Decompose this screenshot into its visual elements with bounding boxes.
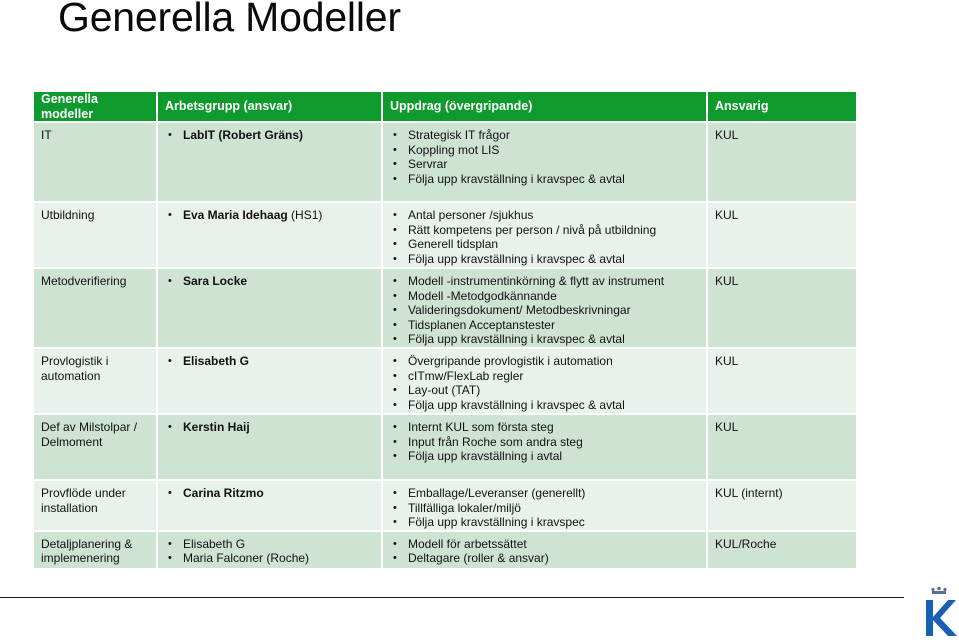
task-cell	[382, 531, 707, 569]
responsible-cell: KUL (internt)	[707, 480, 856, 531]
responsible-cell: KUL	[707, 122, 856, 202]
group-member: • LabIT (Robert Gräns)	[165, 128, 374, 143]
group-member: • Carina Ritzmo	[165, 486, 374, 501]
group-member: • Sara Locke	[165, 274, 374, 289]
task-item: • Antal personer /sjukhus	[390, 208, 699, 223]
task-cell	[382, 348, 707, 414]
task-cell	[382, 268, 707, 348]
task-cell	[382, 480, 707, 531]
task-item: • Modell -Metodgodkännande	[390, 289, 699, 304]
group-member: • Kerstin Haij	[165, 420, 374, 435]
model-cell: Provflöde under installation	[34, 480, 157, 531]
responsible-cell: KUL	[707, 348, 856, 414]
task-cell	[382, 414, 707, 480]
task-item: • Följa upp kravställning i kravspec & avtal	[390, 332, 699, 347]
crown-k-logo-icon	[919, 586, 959, 640]
model-cell: Def av Milstolpar / Delmoment	[34, 414, 157, 480]
group-member: • Elisabeth G	[165, 354, 374, 369]
table-row	[34, 122, 856, 202]
group-member: • Maria Falconer (Roche)	[165, 551, 374, 566]
task-item: • Deltagare (roller & ansvar)	[390, 551, 699, 566]
task-item: • Modell -instrumentinkörning & flytt av instrument	[390, 274, 699, 289]
responsible-cell: KUL	[707, 268, 856, 348]
group-cell	[157, 202, 382, 268]
group-cell	[157, 480, 382, 531]
group-cell	[157, 348, 382, 414]
task-item: • cITmw/FlexLab regler	[390, 369, 699, 384]
slide-title: Generella Modeller	[58, 0, 401, 40]
header-uppdrag: Uppdrag (övergripande)	[382, 92, 707, 122]
table-row	[34, 414, 856, 480]
footer-divider	[0, 597, 904, 598]
group-cell	[157, 122, 382, 202]
task-item: • Tidsplanen Acceptanstester	[390, 318, 699, 333]
table-row	[34, 480, 856, 531]
header-ansvarig: Ansvarig	[707, 92, 856, 122]
responsible-cell: KUL/Roche	[707, 531, 856, 569]
task-item: • Input från Roche som andra steg	[390, 435, 699, 450]
model-cell: Provlogistik i automation	[34, 348, 157, 414]
task-item: • Koppling mot LIS	[390, 143, 699, 158]
task-item: • Modell för arbetssättet	[390, 537, 699, 552]
task-item: • Generell tidsplan	[390, 237, 699, 252]
responsible-cell: KUL	[707, 202, 856, 268]
task-item: • Internt KUL som första steg	[390, 420, 699, 435]
table-header-row	[34, 92, 856, 122]
model-cell: Metodverifiering	[34, 268, 157, 348]
table-row	[34, 531, 856, 569]
task-cell	[382, 202, 707, 268]
responsible-cell: KUL	[707, 414, 856, 480]
model-cell: Utbildning	[34, 202, 157, 268]
task-item: • Tillfälliga lokaler/miljö	[390, 501, 699, 516]
table-row	[34, 268, 856, 348]
task-item: • Följa upp kravställning i avtal	[390, 449, 699, 464]
header-generella-modeller: Generella modeller	[34, 92, 157, 122]
model-cell: IT	[34, 122, 157, 202]
task-item: • Rätt kompetens per person / nivå på utbildning	[390, 223, 699, 238]
task-item: • Följa upp kravställning i kravspec	[390, 515, 699, 530]
group-cell	[157, 268, 382, 348]
group-cell	[157, 414, 382, 480]
models-table	[34, 92, 856, 570]
task-item: • Valideringsdokument/ Metodbeskrivningar	[390, 303, 699, 318]
task-item: • Övergripande provlogistik i automation	[390, 354, 699, 369]
task-item: • Följa upp kravställning i kravspec & avtal	[390, 252, 699, 267]
group-member: • Elisabeth G	[165, 537, 374, 552]
task-item: • Emballage/Leveranser (generellt)	[390, 486, 699, 501]
group-cell	[157, 531, 382, 569]
header-arbetsgrupp: Arbetsgrupp (ansvar)	[157, 92, 382, 122]
task-item: • Servrar	[390, 157, 699, 172]
task-item: • Lay-out (TAT)	[390, 383, 699, 398]
table-row	[34, 348, 856, 414]
task-item: • Följa upp kravställning i kravspec & avtal	[390, 172, 699, 187]
task-item: • Följa upp kravställning i kravspec & avtal	[390, 398, 699, 413]
model-cell: Detaljplanering & implemenering	[34, 531, 157, 569]
task-item: • Strategisk IT frågor	[390, 128, 699, 143]
table-row	[34, 202, 856, 268]
task-cell	[382, 122, 707, 202]
group-member: • Eva Maria Idehaag (HS1)	[165, 208, 374, 223]
